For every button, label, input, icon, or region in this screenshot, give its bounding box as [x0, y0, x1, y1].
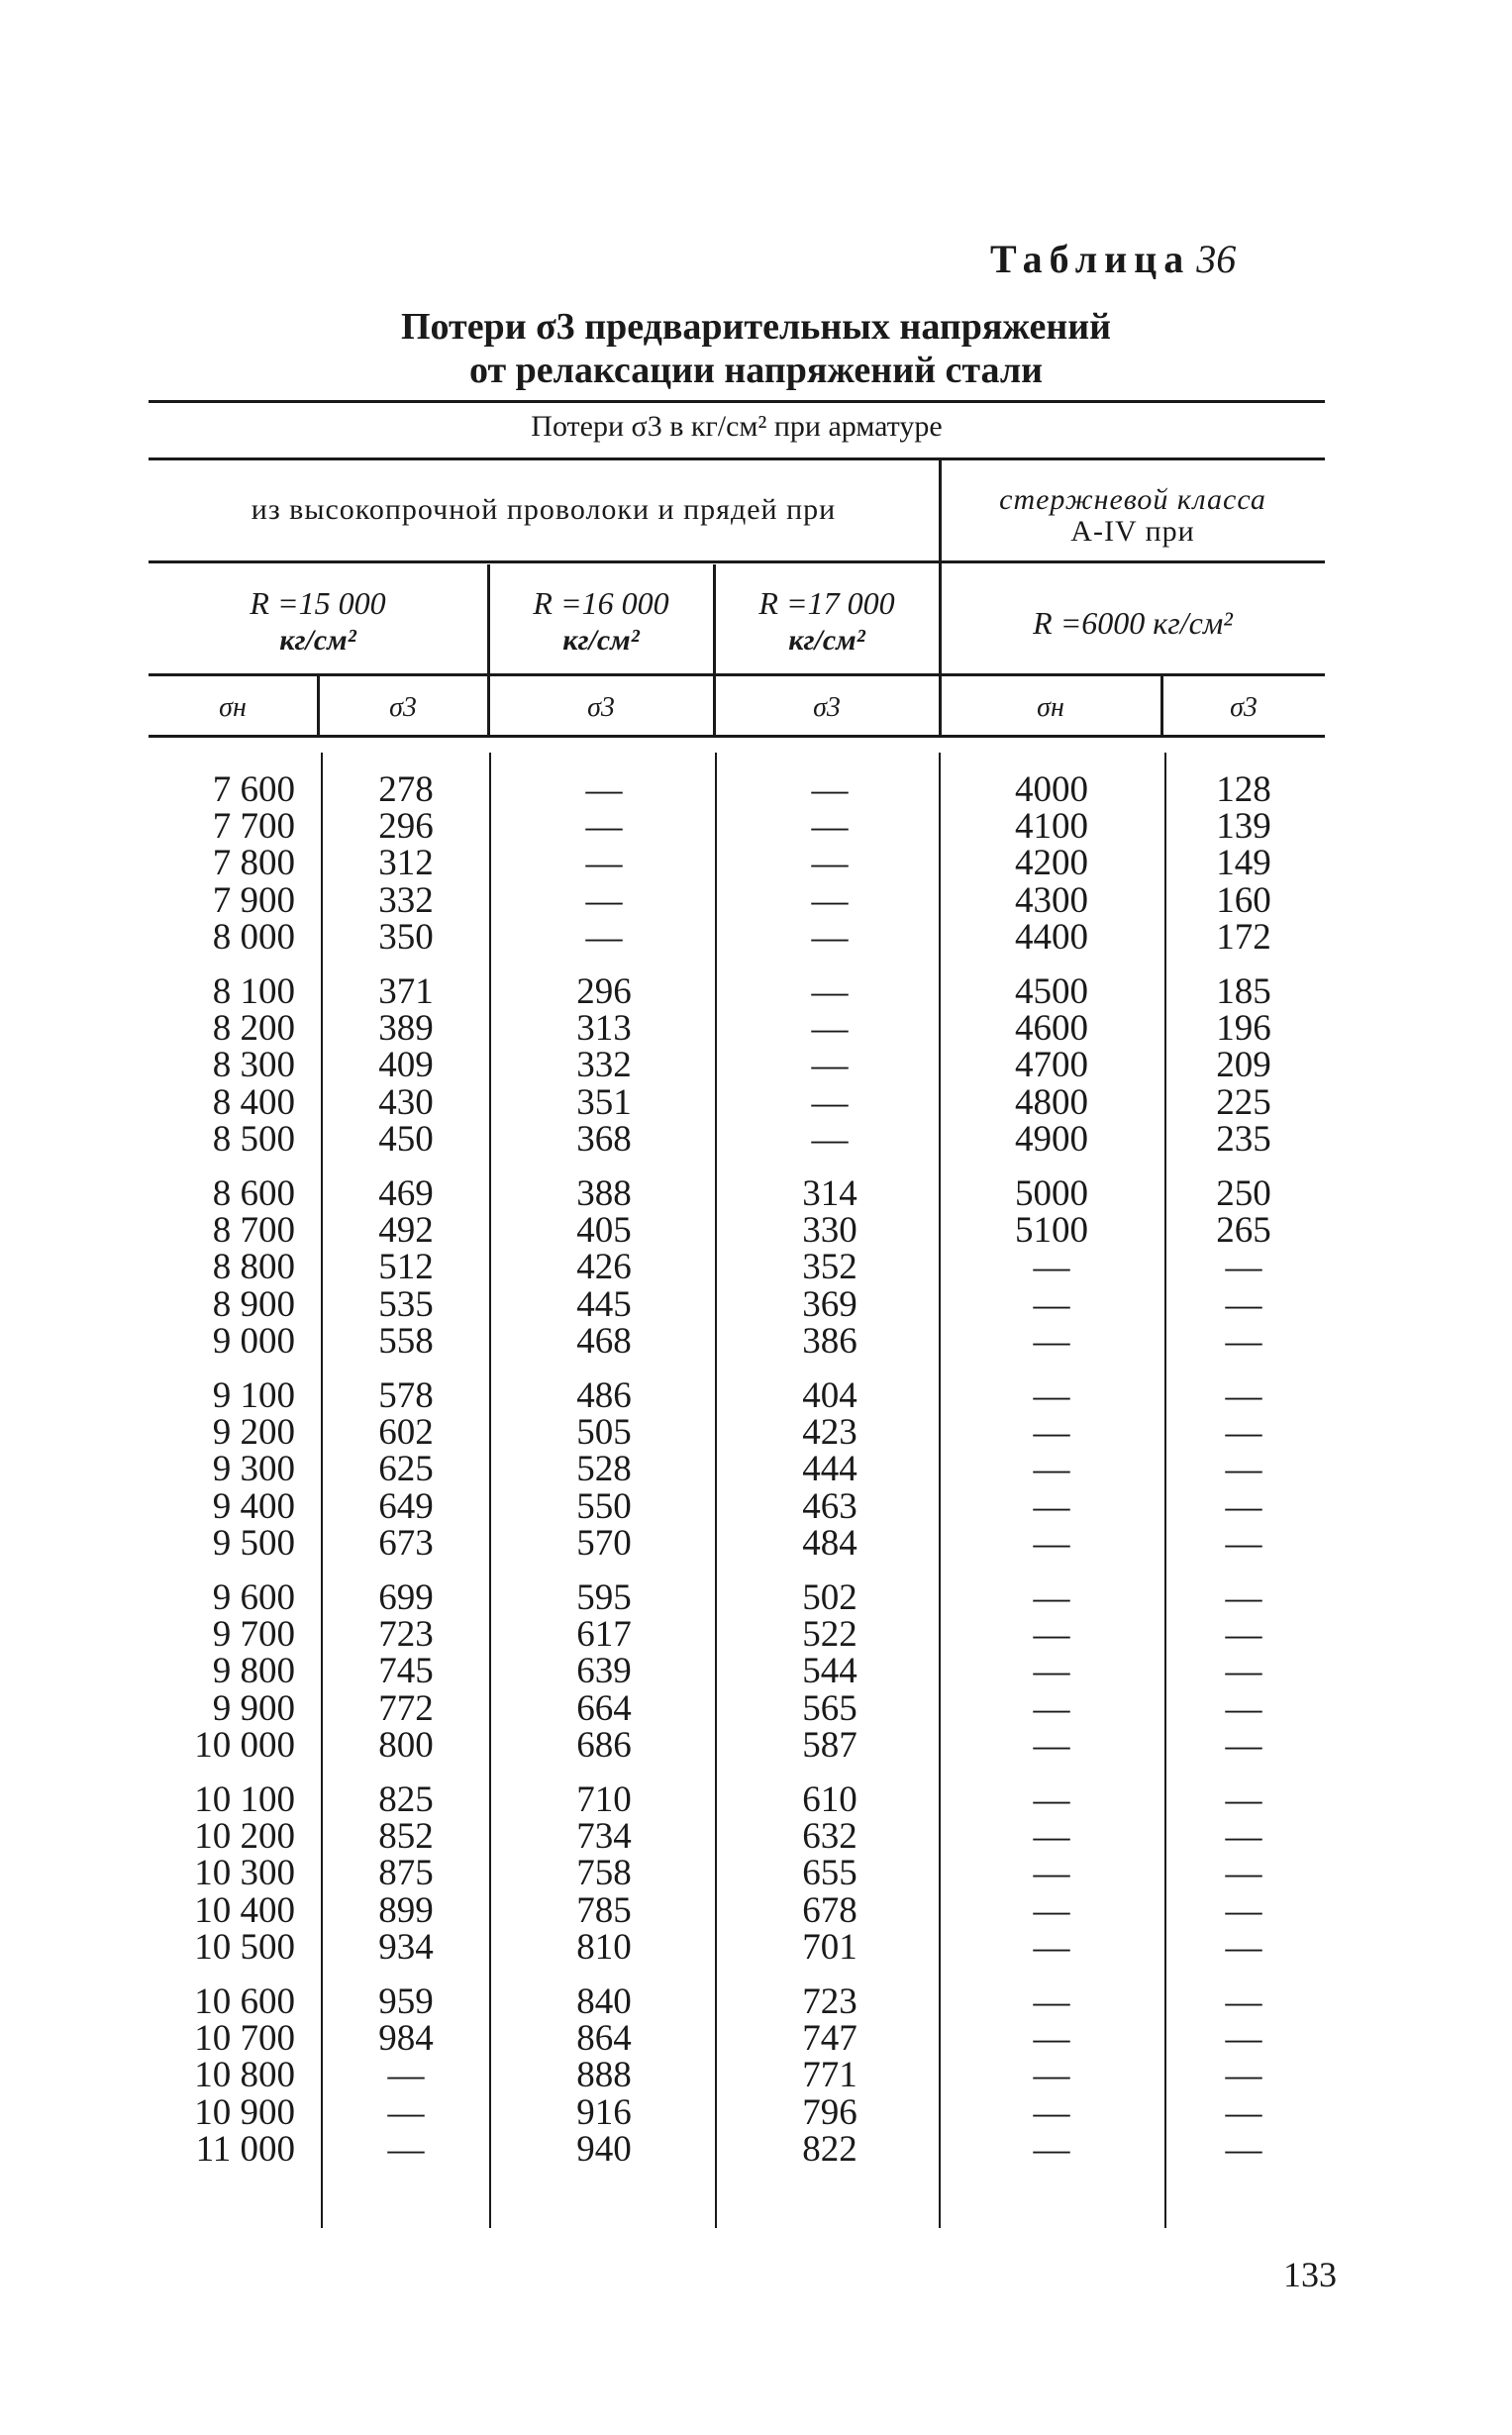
cell-sigma3-rod: —	[1225, 2018, 1262, 2060]
cell-sigma-n: 9 400	[212, 1485, 295, 1527]
cell-sigma3-r16: 505	[576, 1412, 632, 1454]
cell-sigma3-r15: 332	[378, 879, 434, 921]
cell-sigma-n-rod: —	[1033, 1816, 1070, 1858]
page-number: 133	[1283, 2255, 1337, 2294]
cell-sigma3-r17: 386	[802, 1320, 857, 1362]
cell-sigma3-rod: —	[1225, 2055, 1262, 2096]
cell-sigma-n: 8 100	[212, 971, 295, 1012]
cell-sigma3-r15: 800	[378, 1724, 434, 1766]
cell-sigma3-rod: —	[1225, 1522, 1262, 1564]
cell-sigma3-r15: 558	[378, 1320, 434, 1362]
cell-sigma-n-rod: 4800	[1015, 1081, 1088, 1123]
cell-sigma3-rod: —	[1225, 1853, 1262, 1894]
header-r15-line2: кг/см²	[279, 624, 356, 657]
cell-sigma3-r15: 772	[378, 1687, 434, 1729]
cell-sigma-n-rod: —	[1033, 2128, 1070, 2170]
header-wire-group: из высокопрочной проволоки и прядей при	[251, 493, 837, 526]
header-r17-line2: кг/см²	[788, 624, 865, 657]
cell-sigma3-r17: 565	[802, 1687, 857, 1729]
sym-sigma-n-1: σн	[219, 692, 247, 723]
cell-sigma-n-rod: —	[1033, 1283, 1070, 1325]
cell-sigma3-r17: 747	[802, 2018, 857, 2060]
cell-sigma3-r17: 822	[802, 2128, 857, 2170]
cell-sigma3-r16: 595	[576, 1577, 632, 1618]
cell-sigma-n-rod: —	[1033, 1889, 1070, 1931]
cell-sigma3-rod: —	[1225, 1577, 1262, 1618]
header-r15-line1: R =15 000	[250, 585, 386, 621]
cell-sigma3-r16: 810	[576, 1926, 632, 1968]
cell-sigma3-r17: 463	[802, 1485, 857, 1527]
body-divider-2	[489, 753, 491, 2228]
cell-sigma3-r17: —	[811, 1008, 849, 1050]
cell-sigma-n-rod: —	[1033, 2055, 1070, 2096]
cell-sigma3-r17: —	[811, 1081, 849, 1123]
table-label	[990, 236, 1236, 282]
cell-sigma3-rod: —	[1225, 1614, 1262, 1656]
cell-sigma3-r16: —	[585, 806, 623, 848]
cell-sigma-n-rod: —	[1033, 1449, 1070, 1490]
cell-sigma3-r15: 825	[378, 1779, 434, 1820]
cell-sigma3-r16: 313	[576, 1008, 632, 1050]
cell-sigma3-r16: 617	[576, 1614, 632, 1656]
cell-sigma3-r15: —	[387, 2055, 425, 2096]
cell-sigma3-r15: 625	[378, 1449, 434, 1490]
cell-sigma-n-rod: —	[1033, 1614, 1070, 1656]
cell-sigma3-r17: —	[811, 806, 849, 848]
cell-sigma-n: 10 700	[194, 2018, 295, 2060]
cell-sigma3-r17: 330	[802, 1210, 857, 1252]
cell-sigma3-rod: —	[1225, 1449, 1262, 1490]
cell-sigma3-rod: —	[1225, 1687, 1262, 1729]
cell-sigma3-r15: 278	[378, 769, 434, 810]
cell-sigma3-rod: 265	[1216, 1210, 1271, 1252]
cell-sigma-n-rod: 5100	[1015, 1210, 1088, 1252]
cell-sigma-n: 7 800	[212, 843, 295, 884]
body-divider-5	[1164, 753, 1166, 2228]
sym-sigma-n-2: σн	[1037, 692, 1064, 723]
cell-sigma-n: 8 500	[212, 1118, 295, 1160]
cell-sigma3-r17: 314	[802, 1173, 857, 1214]
cell-sigma3-r17: —	[811, 843, 849, 884]
rule-header-1	[149, 457, 1325, 460]
cell-sigma3-rod: —	[1225, 1889, 1262, 1931]
cell-sigma3-r15: 296	[378, 806, 434, 848]
cell-sigma-n-rod: 4700	[1015, 1045, 1088, 1086]
cell-sigma3-rod: 172	[1216, 916, 1271, 958]
cell-sigma-n: 8 200	[212, 1008, 295, 1050]
sym-sigma-3-3: σ3	[813, 692, 841, 723]
cell-sigma3-r16: —	[585, 843, 623, 884]
cell-sigma-n-rod: —	[1033, 2091, 1070, 2133]
cell-sigma3-r16: 332	[576, 1045, 632, 1086]
cell-sigma3-r17: 632	[802, 1816, 857, 1858]
cell-sigma-n: 9 500	[212, 1522, 295, 1564]
cell-sigma3-r16: —	[585, 769, 623, 810]
header-r6000: R =6000 кг/см²	[1033, 605, 1233, 641]
cell-sigma3-r16: 864	[576, 2018, 632, 2060]
cell-sigma3-rod: —	[1225, 1283, 1262, 1325]
cell-sigma3-r17: 655	[802, 1853, 857, 1894]
cell-sigma3-r16: 368	[576, 1118, 632, 1160]
cell-sigma-n: 8 000	[212, 916, 295, 958]
cell-sigma3-r15: 602	[378, 1412, 434, 1454]
cell-sigma3-r16: 916	[576, 2091, 632, 2133]
cell-sigma3-r17: 404	[802, 1375, 857, 1416]
rule-header-2	[149, 560, 1325, 563]
cell-sigma-n-rod: —	[1033, 1651, 1070, 1692]
header-top: Потери σ3 в кг/см² при арматуре	[531, 410, 943, 443]
cell-sigma3-rod: —	[1225, 2091, 1262, 2133]
cell-sigma3-r16: —	[585, 879, 623, 921]
cell-sigma3-r17: —	[811, 1118, 849, 1160]
cell-sigma3-r17: 796	[802, 2091, 857, 2133]
cell-sigma3-r15: 371	[378, 971, 434, 1012]
cell-sigma3-r17: —	[811, 769, 849, 810]
header-rod-group-2: А-IV при	[1070, 515, 1195, 548]
body-divider-1	[321, 753, 323, 2228]
cell-sigma3-rod: —	[1225, 1247, 1262, 1288]
cell-sigma3-r16: 468	[576, 1320, 632, 1362]
cell-sigma3-r15: 535	[378, 1283, 434, 1325]
cell-sigma-n: 10 200	[194, 1816, 295, 1858]
cell-sigma3-r15: 350	[378, 916, 434, 958]
header-r17-line1: R =17 000	[758, 585, 895, 621]
cell-sigma-n: 8 400	[212, 1081, 295, 1123]
cell-sigma3-r17: —	[811, 1045, 849, 1086]
cell-sigma3-r17: —	[811, 879, 849, 921]
cell-sigma3-r15: 492	[378, 1210, 434, 1252]
cell-sigma3-r17: 423	[802, 1412, 857, 1454]
cell-sigma-n: 8 700	[212, 1210, 295, 1252]
cell-sigma3-r15: 723	[378, 1614, 434, 1656]
sym-sigma-3-2: σ3	[587, 692, 615, 723]
cell-sigma-n-rod: 4400	[1015, 916, 1088, 958]
cell-sigma3-r16: 426	[576, 1247, 632, 1288]
cell-sigma-n-rod: —	[1033, 1853, 1070, 1894]
header-r16-line2: кг/см²	[562, 624, 640, 657]
cell-sigma3-rod: —	[1225, 1981, 1262, 2022]
cell-sigma-n: 7 600	[212, 769, 295, 810]
cell-sigma3-r15: 959	[378, 1981, 434, 2022]
cell-sigma-n-rod: —	[1033, 1320, 1070, 1362]
cell-sigma3-r15: 673	[378, 1522, 434, 1564]
cell-sigma-n-rod: —	[1033, 1779, 1070, 1820]
cell-sigma3-r16: 758	[576, 1853, 632, 1894]
cell-sigma-n: 9 800	[212, 1651, 295, 1692]
cell-sigma3-r15: 649	[378, 1485, 434, 1527]
cell-sigma3-r16: 639	[576, 1651, 632, 1692]
cell-sigma3-rod: 128	[1216, 769, 1271, 810]
cell-sigma3-rod: 250	[1216, 1173, 1271, 1214]
cell-sigma3-rod: 209	[1216, 1045, 1271, 1086]
cell-sigma-n-rod: —	[1033, 2018, 1070, 2060]
cell-sigma3-r15: 578	[378, 1375, 434, 1416]
cell-sigma3-r15: 875	[378, 1853, 434, 1894]
cell-sigma-n: 9 200	[212, 1412, 295, 1454]
cell-sigma3-r15: 934	[378, 1926, 434, 1968]
cell-sigma3-r16: 940	[576, 2128, 632, 2170]
cell-sigma-n: 9 000	[212, 1320, 295, 1362]
table-number: 36	[1196, 237, 1237, 281]
cell-sigma3-rod: —	[1225, 1651, 1262, 1692]
cell-sigma3-r16: 785	[576, 1889, 632, 1931]
table-title-line2: от релаксации напряжений стали	[468, 350, 1044, 391]
cell-sigma3-rod: 160	[1216, 879, 1271, 921]
cell-sigma3-r17: —	[811, 971, 849, 1012]
cell-sigma-n: 8 800	[212, 1247, 295, 1288]
cell-sigma3-r15: 409	[378, 1045, 434, 1086]
cell-sigma3-r15: 312	[378, 843, 434, 884]
cell-sigma3-r15: 984	[378, 2018, 434, 2060]
cell-sigma3-rod: —	[1225, 1724, 1262, 1766]
table-word: Таблица	[990, 237, 1191, 281]
cell-sigma-n: 11 000	[195, 2128, 295, 2170]
cell-sigma-n-rod: —	[1033, 1485, 1070, 1527]
cell-sigma3-r17: 502	[802, 1577, 857, 1618]
cell-sigma3-rod: —	[1225, 1375, 1262, 1416]
cell-sigma3-rod: 196	[1216, 1008, 1271, 1050]
cell-sigma3-r15: 899	[378, 1889, 434, 1931]
cell-sigma3-rod: 225	[1216, 1081, 1271, 1123]
cell-sigma3-r15: 450	[378, 1118, 434, 1160]
cell-sigma3-r16: 351	[576, 1081, 632, 1123]
cell-sigma3-r17: 771	[802, 2055, 857, 2096]
cell-sigma-n: 10 400	[194, 1889, 295, 1931]
cell-sigma-n: 8 600	[212, 1173, 295, 1214]
body-divider-4	[939, 753, 941, 2228]
cell-sigma3-rod: —	[1225, 1485, 1262, 1527]
cell-sigma3-r15: 512	[378, 1247, 434, 1288]
cell-sigma3-r16: 550	[576, 1485, 632, 1527]
cell-sigma3-r15: 389	[378, 1008, 434, 1050]
sym-sigma-3-4: σ3	[1230, 692, 1258, 723]
cell-sigma-n: 7 900	[212, 879, 295, 921]
cell-sigma-n: 10 000	[194, 1724, 295, 1766]
cell-sigma-n-rod: —	[1033, 1412, 1070, 1454]
cell-sigma3-rod: 149	[1216, 843, 1271, 884]
cell-sigma3-r16: 710	[576, 1779, 632, 1820]
cell-sigma3-rod: 235	[1216, 1118, 1271, 1160]
cell-sigma3-r17: 522	[802, 1614, 857, 1656]
cell-sigma-n-rod: 4200	[1015, 843, 1088, 884]
cell-sigma-n: 9 300	[212, 1449, 295, 1490]
cell-sigma3-rod: —	[1225, 1779, 1262, 1820]
cell-sigma3-r17: 484	[802, 1522, 857, 1564]
rule-top	[149, 400, 1325, 403]
cell-sigma3-rod: —	[1225, 1412, 1262, 1454]
cell-sigma-n: 7 700	[212, 806, 295, 848]
cell-sigma3-r16: 296	[576, 971, 632, 1012]
cell-sigma3-r15: 699	[378, 1577, 434, 1618]
cell-sigma-n: 10 900	[194, 2091, 295, 2133]
cell-sigma3-r15: 852	[378, 1816, 434, 1858]
cell-sigma3-r16: 840	[576, 1981, 632, 2022]
cell-sigma-n-rod: —	[1033, 1926, 1070, 1968]
cell-sigma3-rod: —	[1225, 2128, 1262, 2170]
cell-sigma3-r17: —	[811, 916, 849, 958]
cell-sigma-n: 8 900	[212, 1283, 295, 1325]
cell-sigma3-r16: 664	[576, 1687, 632, 1729]
cell-sigma-n-rod: —	[1033, 1577, 1070, 1618]
cell-sigma3-r15: 430	[378, 1081, 434, 1123]
header-r16-line1: R =16 000	[533, 585, 669, 621]
cell-sigma3-r16: 445	[576, 1283, 632, 1325]
cell-sigma-n-rod: 4100	[1015, 806, 1088, 848]
cell-sigma3-r16: 570	[576, 1522, 632, 1564]
cell-sigma3-r16: 528	[576, 1449, 632, 1490]
cell-sigma-n: 10 100	[194, 1779, 295, 1820]
cell-sigma3-r15: 745	[378, 1651, 434, 1692]
cell-sigma-n: 10 500	[194, 1926, 295, 1968]
cell-sigma3-rod: 139	[1216, 806, 1271, 848]
cell-sigma-n: 8 300	[212, 1045, 295, 1086]
header-rod-group-1: стержневой класса	[999, 483, 1266, 516]
cell-sigma-n-rod: —	[1033, 1687, 1070, 1729]
cell-sigma-n-rod: 4600	[1015, 1008, 1088, 1050]
cell-sigma3-r17: 544	[802, 1651, 857, 1692]
cell-sigma-n-rod: 5000	[1015, 1173, 1088, 1214]
cell-sigma3-r17: 587	[802, 1724, 857, 1766]
cell-sigma3-r17: 701	[802, 1926, 857, 1968]
table-title-line1: Потери σ3 предварительных напряжений	[400, 306, 1112, 348]
cell-sigma3-r16: 888	[576, 2055, 632, 2096]
cell-sigma3-r15: —	[387, 2128, 425, 2170]
cell-sigma-n: 9 100	[212, 1375, 295, 1416]
cell-sigma-n-rod: 4900	[1015, 1118, 1088, 1160]
cell-sigma-n: 9 700	[212, 1614, 295, 1656]
cell-sigma3-r16: 388	[576, 1173, 632, 1214]
cell-sigma-n: 9 600	[212, 1577, 295, 1618]
cell-sigma3-r17: 610	[802, 1779, 857, 1820]
cell-sigma3-r17: 369	[802, 1283, 857, 1325]
rule-header-bottom	[149, 735, 1325, 738]
cell-sigma-n-rod: —	[1033, 1247, 1070, 1288]
cell-sigma3-rod: —	[1225, 1816, 1262, 1858]
cell-sigma3-r17: 678	[802, 1889, 857, 1931]
cell-sigma3-r17: 723	[802, 1981, 857, 2022]
cell-sigma-n-rod: 4300	[1015, 879, 1088, 921]
cell-sigma-n-rod: 4000	[1015, 769, 1088, 810]
cell-sigma3-r16: 686	[576, 1724, 632, 1766]
cell-sigma-n-rod: 4500	[1015, 971, 1088, 1012]
cell-sigma3-r15: 469	[378, 1173, 434, 1214]
cell-sigma3-r15: —	[387, 2091, 425, 2133]
body-divider-3	[715, 753, 717, 2228]
rule-header-3	[149, 673, 1325, 676]
cell-sigma-n: 10 800	[194, 2055, 295, 2096]
cell-sigma3-r16: 734	[576, 1816, 632, 1858]
cell-sigma3-r16: —	[585, 916, 623, 958]
cell-sigma-n: 10 300	[194, 1853, 295, 1894]
cell-sigma3-rod: 185	[1216, 971, 1271, 1012]
sym-sigma-3-1: σ3	[389, 692, 417, 723]
cell-sigma3-r17: 444	[802, 1449, 857, 1490]
cell-sigma-n-rod: —	[1033, 1375, 1070, 1416]
cell-sigma-n-rod: —	[1033, 1522, 1070, 1564]
cell-sigma3-r16: 486	[576, 1375, 632, 1416]
cell-sigma-n-rod: —	[1033, 1981, 1070, 2022]
cell-sigma3-rod: —	[1225, 1926, 1262, 1968]
cell-sigma-n: 9 900	[212, 1687, 295, 1729]
cell-sigma3-rod: —	[1225, 1320, 1262, 1362]
cell-sigma3-r17: 352	[802, 1247, 857, 1288]
cell-sigma-n: 10 600	[194, 1981, 295, 2022]
cell-sigma3-r16: 405	[576, 1210, 632, 1252]
cell-sigma-n-rod: —	[1033, 1724, 1070, 1766]
